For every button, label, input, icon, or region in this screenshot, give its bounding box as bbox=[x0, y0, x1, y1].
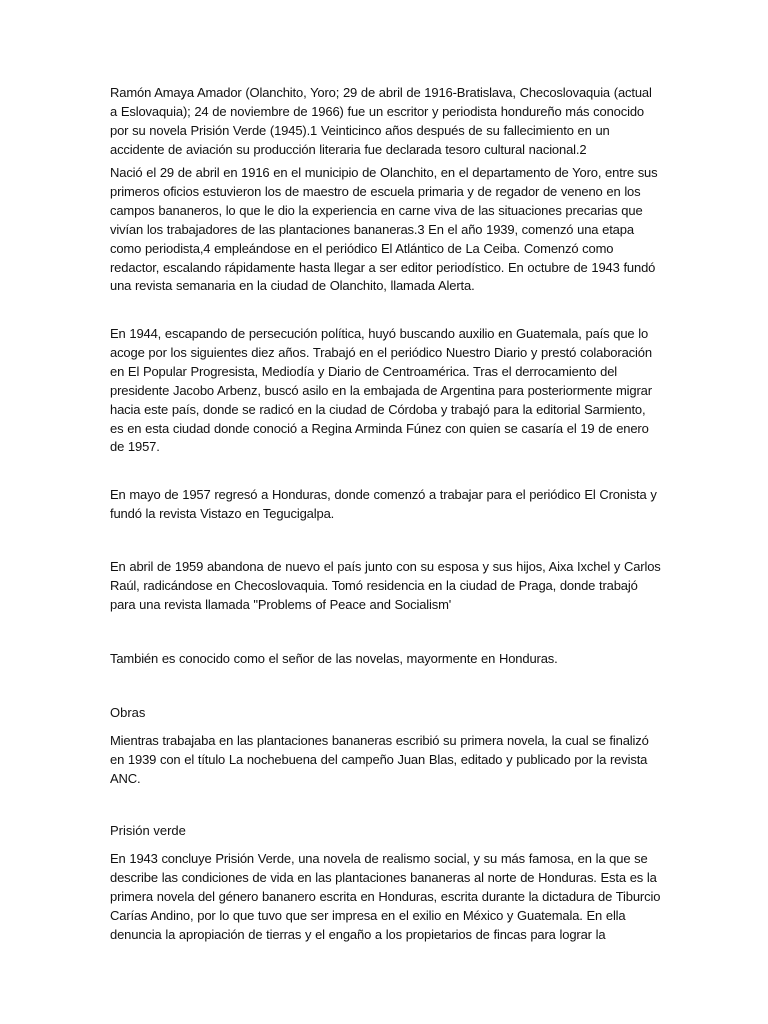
paragraph-early-life: Nació el 29 de abril en 1916 en el municipio de Olanchito, en el departamento de Yoro, entre sus primeros oficios estuvieron los de maestro de escuela primaria y de regador de veneno en los campos bananeros, lo que le dio la experiencia en carne viva de las situaciones precarias que vivían los trabajadores de las plantaciones bananeras.3 En el año 1939, comenzó una etapa como periodista,4 empleándose en el periódico El Atlántico de La Ceiba. Comenzó como redactor, escalando rápidamente hasta llegar a ser editor periodístico. En octubre de 1943 fundó una revista semanaria en la ciudad de Olanchito, llamada Alerta. bbox=[110, 165, 658, 294]
heading-prision-verde: Prisión verde bbox=[110, 823, 186, 838]
paragraph-return-honduras: En mayo de 1957 regresó a Honduras, donde comenzó a trabajar para el periódico El Cronista y fundó la revista Vistazo en Tegucigalpa. bbox=[110, 487, 657, 521]
heading-obras: Obras bbox=[110, 705, 146, 720]
paragraph-prision-verde: En 1943 concluye Prisión Verde, una novela de realismo social, y su más famosa, en la que se describe las condiciones de vida en las plantaciones bananeras al norte de Honduras. Esta es la primera novela del género bananero escrita en Honduras, escrita durante la dictadura de Tiburcio Carías Andino, por lo que tuvo que ser impresa en el exilio en México y Guatemala. En ella denuncia la apropiación de tierras y el engaño a los propietarios de fincas para lograr la bbox=[110, 851, 661, 942]
paragraph-intro: Ramón Amaya Amador (Olanchito, Yoro; 29 de abril de 1916-Bratislava, Checoslovaquia (actual a Eslovaquia); 24 de noviembre de 1966) fue un escritor y periodista hondureño más conocido por su novela Prisión Verde (1945).1 Veinticinco años después de su fallecimiento en un accidente de aviación su producción literaria fue declarada tesoro cultural nacional.2 bbox=[110, 85, 652, 157]
paragraph-exile-guatemala: En 1944, escapando de persecución política, huyó buscando auxilio en Guatemala, país que lo acoge por los siguientes diez años. Trabajó en el periódico Nuestro Diario y prestó colaboración en El Popular Progresista, Mediodía y Diario de Centroamérica. Tras el derrocamiento del presidente Jacobo Arbenz, buscó asilo en la embajada de Argentina para posteriormente migrar hacia este país, donde se radicó en la ciudad de Córdoba y trabajó para la editorial Sarmiento, es en esta ciudad donde conoció a Regina Arminda Fúnez con quien se casaría el 19 de enero de 1957. bbox=[110, 326, 652, 455]
paragraph-novels: También es conocido como el señor de las novelas, mayormente en Honduras. bbox=[110, 651, 558, 666]
paragraph-czechoslovakia: En abril de 1959 abandona de nuevo el país junto con su esposa y sus hijos, Aixa Ixchel y Carlos Raúl, radicándose en Checoslovaquia. Tomó residencia en la ciudad de Praga, donde trabajó para una revista llamada "Problems of Peace and Socialism' bbox=[110, 559, 661, 612]
paragraph-obras: Mientras trabajaba en las plantaciones bananeras escribió su primera novela, la cual se finalizó en 1939 con el título La nochebuena del campeño Juan Blas, editado y publicado por la revista ANC. bbox=[110, 733, 649, 786]
